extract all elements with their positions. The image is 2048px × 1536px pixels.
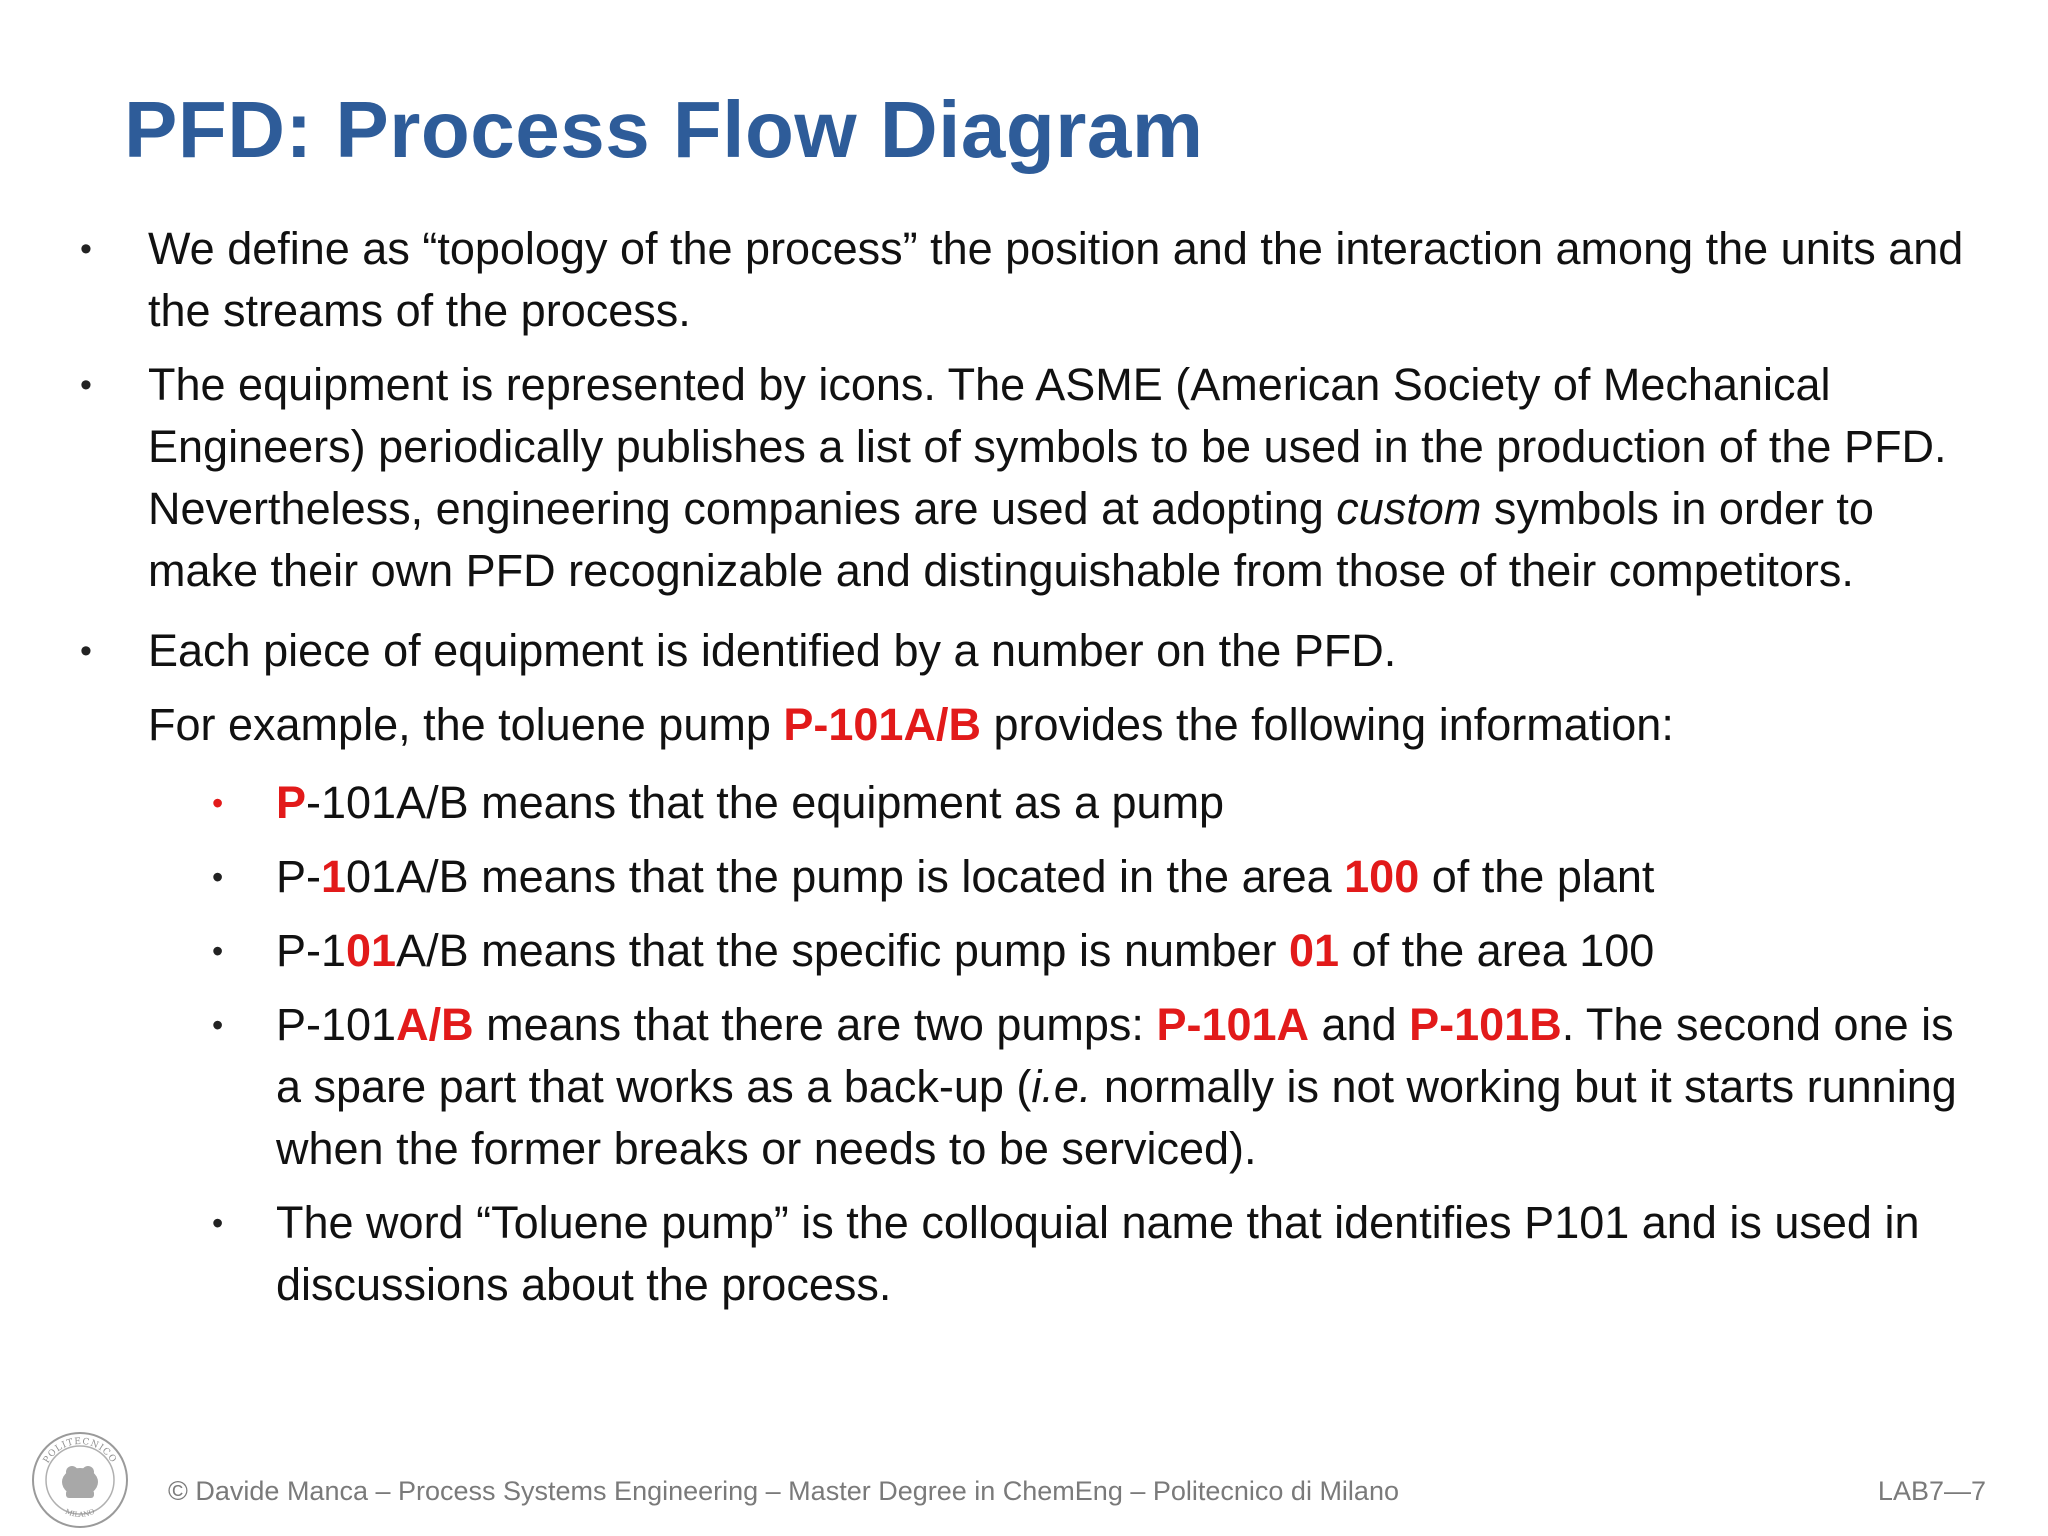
sub-bullet-colloquial-name: • The word “Toluene pump” is the colloquial name that identifies P101 and is used in discussions about the process. [76,1192,1976,1316]
sub2-mid: 01A/B means that the pump is located in the area [346,851,1345,902]
sub2-pre: P- [276,851,321,902]
highlight-01: 01 [346,925,397,976]
sub-bullet-pump-letter [76,772,1976,834]
highlight-p101a: P-101A [1156,999,1310,1050]
sub-bullet-spare-pump [76,994,1976,1180]
sub2-post: of the plant [1419,851,1655,902]
bullet-topology: • We define as “topology of the process” the position and the interaction among the units and the streams of the process. [76,218,1976,342]
ie-italic: i.e. [1031,1061,1092,1112]
sub3-post: of the area 100 [1339,925,1655,976]
sub4-post2: normally is not working but it starts running when the former breaks or needs to be serviced). [276,1061,1957,1174]
seal-bottom-text: MILANO [64,1507,96,1519]
custom-italic: custom [1336,483,1482,534]
sub4-post: . The second one is a spare part that works as a back-up ( [276,999,1954,1112]
highlight-p101b: P-101B [1409,999,1562,1050]
bullet-equipment-text-a: The equipment is represented by icons. The ASME (American Society of Mechanical Engineers) periodically publishes a list of symbols to be used in the production of the PFD. Nevertheless, engineering companies are used at adopting [148,359,1947,534]
example-paragraph [76,694,1976,756]
page-number: LAB7—7 [1877,1476,1986,1506]
footer-copyright: © Davide Manca – Process Systems Engineering – Master Degree in ChemEng – Politecnico di Milano [168,1476,1399,1506]
highlight-1: 1 [321,851,347,902]
seal-top-text: POLITECNICO [41,1436,119,1466]
sub4-pre: P-101 [276,999,397,1050]
highlight-01-b: 01 [1289,925,1340,976]
sub-bullet-pump-number [76,920,1976,982]
bullet-equipment-icons [76,354,1976,602]
sub1-text: -101A/B means that the equipment as a pump [306,777,1225,828]
university-seal-icon [30,1430,130,1530]
slide-title: PFD: Process Flow Diagram [124,85,1204,174]
sub3-pre: P-1 [276,925,347,976]
sub4-mid: means that there are two pumps: [473,999,1157,1050]
pump-code: P-101A/B [783,699,981,750]
svg-text:MILANO [64,1508,96,1519]
sub4-and: and [1309,999,1410,1050]
highlight-100: 100 [1344,851,1420,902]
slide-body [76,218,1976,1328]
footer [0,1420,2048,1536]
sub-bullet-area [76,846,1976,908]
bullet-equipment-text-b: symbols in order to make their own PFD recognizable and distinguishable from those of their competitors. [148,483,1874,596]
bullet-equipment-number: • Each piece of equipment is identified by a number on the PFD. [76,620,1976,682]
example-text-b: provides the following information: [980,699,1674,750]
sub3-mid: A/B means that the specific pump is number [396,925,1290,976]
highlight-ab: A/B [396,999,474,1050]
example-text-a: For example, the toluene pump [148,699,784,750]
highlight-p: P [276,777,307,828]
